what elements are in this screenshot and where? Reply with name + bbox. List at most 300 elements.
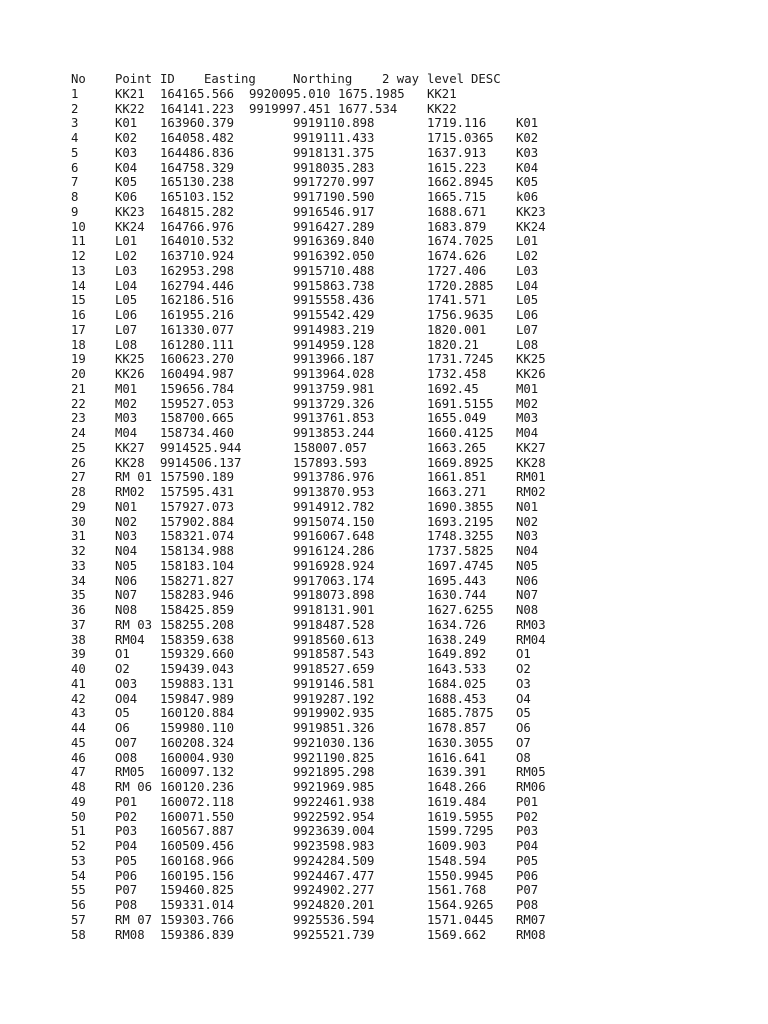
cell-level: 1564.9265: [427, 898, 494, 912]
cell-level: 1820.21: [427, 337, 479, 352]
cell-no: 45: [71, 735, 86, 750]
cell-northing: 9913966.187: [293, 352, 375, 367]
table-row: [0, 824, 768, 839]
cell-northing: 9920095.010: [249, 86, 331, 101]
table-row: [0, 352, 768, 367]
cell-easting: 158734.460: [160, 426, 235, 440]
cell-no: 43: [71, 706, 86, 721]
cell-northing: 9923639.004: [293, 824, 375, 839]
cell-desc: O3: [516, 676, 531, 691]
cell-no: 30: [71, 514, 86, 529]
header-desc: DESC: [471, 72, 501, 86]
cell-northing: 9921190.825: [293, 750, 375, 765]
cell-no: 37: [71, 617, 86, 632]
cell-no: 27: [71, 470, 86, 485]
cell-point-id: O5: [115, 706, 130, 721]
cell-desc: K03: [516, 145, 539, 160]
table-row: [0, 574, 768, 589]
cell-point-id: L08: [115, 337, 138, 352]
cell-point-id: RM08: [115, 927, 145, 942]
cell-level: 1678.857: [427, 721, 487, 735]
cell-desc: P05: [516, 853, 539, 868]
cell-point-id: K03: [115, 145, 138, 160]
cell-level: 1655.049: [427, 411, 487, 426]
cell-level: 1661.851: [427, 470, 487, 485]
cell-no: 53: [71, 853, 86, 868]
cell-no: 22: [71, 396, 86, 411]
cell-northing: 9919997.451: [249, 101, 331, 116]
cell-level: 1683.879: [427, 219, 487, 234]
table-row: [0, 161, 768, 176]
cell-level: 1685.7875: [427, 706, 494, 721]
cell-easting: 9914506.137: [160, 455, 242, 470]
cell-no: 57: [71, 912, 86, 927]
header-level: level: [427, 72, 465, 86]
cell-northing: 9914983.219: [293, 322, 375, 337]
cell-point-id: K06: [115, 190, 138, 204]
cell-level: 1720.2885: [427, 278, 494, 293]
cell-no: 33: [71, 558, 86, 573]
cell-level: 1675.1985: [338, 86, 405, 101]
cell-point-id: RM 01: [115, 470, 153, 485]
cell-point-id: N07: [115, 588, 138, 603]
cell-northing: 9916392.050: [293, 249, 375, 263]
cell-easting: 160097.132: [160, 765, 235, 780]
cell-level: 1615.223: [427, 160, 487, 175]
cell-point-id: K05: [115, 175, 138, 190]
table-row: [0, 544, 768, 559]
cell-level: 1550.9945: [427, 868, 494, 883]
cell-easting: 160623.270: [160, 352, 235, 367]
cell-northing: 9925521.739: [293, 927, 375, 942]
cell-point-id: KK21: [115, 86, 145, 101]
cell-desc: O8: [516, 750, 531, 765]
cell-point-id: P05: [115, 853, 138, 868]
cell-point-id: N08: [115, 603, 138, 617]
cell-point-id: L04: [115, 278, 138, 293]
cell-easting: 159460.825: [160, 883, 235, 898]
table-row: [0, 205, 768, 220]
cell-no: 14: [71, 278, 86, 293]
cell-northing: 9914959.128: [293, 337, 375, 352]
cell-no: 38: [71, 632, 86, 647]
cell-level: 1665.715: [427, 190, 487, 204]
table-row: [0, 397, 768, 412]
cell-point-id: N04: [115, 544, 138, 558]
table-row: [0, 441, 768, 456]
cell-no: 29: [71, 499, 86, 514]
cell-desc: KK25: [516, 352, 546, 367]
cell-point-id: O08: [115, 750, 138, 765]
cell-point-id: K04: [115, 160, 138, 175]
cell-point-id: RM04: [115, 632, 145, 647]
cell-no: 56: [71, 898, 86, 912]
cell-northing: 9915074.150: [293, 514, 375, 529]
cell-desc: KK27: [516, 440, 546, 455]
cell-desc: P01: [516, 794, 539, 809]
cell-desc: K05: [516, 175, 539, 190]
table-row: [0, 116, 768, 131]
table-row: [0, 131, 768, 146]
header-id: ID: [160, 72, 175, 86]
cell-desc: K02: [516, 131, 539, 145]
cell-point-id: O03: [115, 676, 138, 691]
cell-level: 1630.744: [427, 588, 487, 603]
cell-easting: 158134.988: [160, 544, 235, 558]
cell-northing: 9918527.659: [293, 662, 375, 676]
cell-desc: KK22: [427, 101, 457, 116]
cell-level: 1727.406: [427, 263, 487, 278]
cell-desc: N07: [516, 588, 539, 603]
cell-no: 10: [71, 219, 86, 234]
cell-no: 55: [71, 883, 86, 898]
cell-point-id: KK24: [115, 219, 145, 234]
cell-level: 1688.671: [427, 204, 487, 219]
cell-easting: 9914525.944: [160, 440, 242, 455]
table-row: [0, 175, 768, 190]
cell-desc: O2: [516, 662, 531, 676]
cell-level: 1561.768: [427, 883, 487, 898]
table-row: [0, 677, 768, 692]
cell-northing: 9918131.375: [293, 145, 375, 160]
cell-easting: 160004.930: [160, 750, 235, 765]
cell-easting: 163960.379: [160, 116, 235, 131]
table-row: [0, 898, 768, 913]
cell-northing: 9916546.917: [293, 204, 375, 219]
cell-desc: L05: [516, 293, 539, 308]
cell-easting: 158425.859: [160, 603, 235, 617]
cell-point-id: N03: [115, 529, 138, 544]
cell-easting: 164815.282: [160, 204, 235, 219]
cell-northing: 9919111.433: [293, 131, 375, 145]
cell-easting: 160208.324: [160, 735, 235, 750]
cell-northing: 9918131.901: [293, 603, 375, 617]
cell-desc: KK23: [516, 204, 546, 219]
cell-level: 1619.484: [427, 794, 487, 809]
cell-no: 2: [71, 101, 79, 116]
cell-level: 1748.3255: [427, 529, 494, 544]
cell-northing: 9913870.953: [293, 485, 375, 499]
cell-level: 1695.443: [427, 573, 487, 588]
cell-level: 1732.458: [427, 367, 487, 381]
cell-northing: 9919146.581: [293, 676, 375, 691]
cell-northing: 9914912.782: [293, 499, 375, 514]
table-row: [0, 338, 768, 353]
table-row: [0, 87, 768, 102]
cell-easting: 160071.550: [160, 809, 235, 824]
cell-easting: 159527.053: [160, 396, 235, 411]
cell-easting: 159439.043: [160, 662, 235, 676]
cell-point-id: K02: [115, 131, 138, 145]
cell-northing: 9916124.286: [293, 544, 375, 558]
cell-level: 1756.9635: [427, 308, 494, 322]
cell-desc: P03: [516, 824, 539, 839]
cell-easting: 159329.660: [160, 647, 235, 662]
cell-easting: 164010.532: [160, 234, 235, 249]
cell-no: 52: [71, 839, 86, 853]
cell-northing: 9917270.997: [293, 175, 375, 190]
cell-easting: 159331.014: [160, 898, 235, 912]
cell-point-id: KK27: [115, 440, 145, 455]
cell-easting: 160195.156: [160, 868, 235, 883]
cell-desc: KK21: [427, 86, 457, 101]
cell-no: 54: [71, 868, 86, 883]
cell-level: 1684.025: [427, 676, 487, 691]
header-easting: Easting: [204, 72, 256, 86]
table-row: [0, 662, 768, 677]
table-row: [0, 721, 768, 736]
cell-desc: N03: [516, 529, 539, 544]
table-row: [0, 854, 768, 869]
cell-easting: 165103.152: [160, 190, 235, 204]
table-row: [0, 470, 768, 485]
cell-no: 19: [71, 352, 86, 367]
cell-point-id: M02: [115, 396, 138, 411]
cell-easting: 164758.329: [160, 160, 235, 175]
cell-level: 1662.8945: [427, 175, 494, 190]
cell-easting: 159883.131: [160, 676, 235, 691]
table-row: [0, 706, 768, 721]
cell-level: 1638.249: [427, 632, 487, 647]
cell-easting: 164486.836: [160, 145, 235, 160]
cell-point-id: L06: [115, 308, 138, 322]
cell-desc: P04: [516, 839, 539, 853]
cell-desc: L04: [516, 278, 539, 293]
cell-point-id: P01: [115, 794, 138, 809]
cell-easting: 164766.976: [160, 219, 235, 234]
cell-desc: P02: [516, 809, 539, 824]
cell-level: 1609.903: [427, 839, 487, 853]
cell-desc: RM04: [516, 632, 546, 647]
cell-level: 1569.662: [427, 927, 487, 942]
table-row: [0, 102, 768, 117]
cell-desc: P08: [516, 898, 539, 912]
cell-desc: M01: [516, 381, 539, 396]
cell-point-id: KK22: [115, 101, 145, 116]
cell-level: 1820.001: [427, 322, 487, 337]
cell-no: 25: [71, 440, 86, 455]
cell-point-id: RM 07: [115, 912, 153, 927]
cell-point-id: P07: [115, 883, 138, 898]
cell-no: 20: [71, 367, 86, 381]
cell-desc: M03: [516, 411, 539, 426]
cell-desc: L01: [516, 234, 539, 249]
header-row: [0, 72, 768, 87]
cell-desc: N08: [516, 603, 539, 617]
cell-desc: L03: [516, 263, 539, 278]
cell-northing: 9913964.028: [293, 367, 375, 381]
cell-no: 24: [71, 426, 86, 440]
cell-easting: 160120.884: [160, 706, 235, 721]
table-row: [0, 190, 768, 205]
cell-level: 1643.533: [427, 662, 487, 676]
cell-level: 1548.594: [427, 853, 487, 868]
cell-no: 26: [71, 455, 86, 470]
cell-level: 1677.534: [338, 101, 398, 116]
cell-point-id: KK25: [115, 352, 145, 367]
table-row: [0, 839, 768, 854]
cell-easting: 160567.887: [160, 824, 235, 839]
cell-desc: L08: [516, 337, 539, 352]
cell-no: 9: [71, 204, 79, 219]
cell-point-id: P06: [115, 868, 138, 883]
cell-no: 42: [71, 691, 86, 706]
cell-desc: KK26: [516, 367, 546, 381]
table-row: [0, 293, 768, 308]
table-row: [0, 308, 768, 323]
table-row: [0, 618, 768, 633]
cell-easting: 160120.236: [160, 780, 235, 794]
cell-point-id: M03: [115, 411, 138, 426]
cell-desc: O5: [516, 706, 531, 721]
cell-no: 35: [71, 588, 86, 603]
cell-point-id: N01: [115, 499, 138, 514]
cell-desc: O1: [516, 647, 531, 662]
cell-northing: 9924820.201: [293, 898, 375, 912]
cell-desc: KK24: [516, 219, 546, 234]
cell-easting: 160072.118: [160, 794, 235, 809]
cell-easting: 164165.566: [160, 86, 235, 101]
cell-level: 1731.7245: [427, 352, 494, 367]
cell-no: 11: [71, 234, 86, 249]
table-row: [0, 603, 768, 618]
cell-easting: 158255.208: [160, 617, 235, 632]
table-row: [0, 633, 768, 648]
cell-level: 1648.266: [427, 780, 487, 794]
cell-northing: 9917063.174: [293, 573, 375, 588]
cell-northing: 9919110.898: [293, 116, 375, 131]
table-row: [0, 736, 768, 751]
cell-desc: M04: [516, 426, 539, 440]
cell-easting: 158271.827: [160, 573, 235, 588]
cell-no: 28: [71, 485, 86, 499]
table-row: [0, 559, 768, 574]
cell-easting: 159656.784: [160, 381, 235, 396]
cell-level: 1637.913: [427, 145, 487, 160]
cell-easting: 157590.189: [160, 470, 235, 485]
cell-easting: 161280.111: [160, 337, 235, 352]
cell-level: 1634.726: [427, 617, 487, 632]
cell-level: 1692.45: [427, 381, 479, 396]
table-row: [0, 279, 768, 294]
cell-northing: 9922461.938: [293, 794, 375, 809]
cell-easting: 157595.431: [160, 485, 235, 499]
cell-level: 1688.453: [427, 691, 487, 706]
cell-no: 40: [71, 662, 86, 676]
cell-northing: 9924467.477: [293, 868, 375, 883]
cell-northing: 9918035.283: [293, 160, 375, 175]
cell-desc: N04: [516, 544, 539, 558]
cell-northing: 9913853.244: [293, 426, 375, 440]
cell-easting: 158183.104: [160, 558, 235, 573]
cell-easting: 158283.946: [160, 588, 235, 603]
cell-point-id: K01: [115, 116, 138, 131]
cell-northing: 9924284.509: [293, 853, 375, 868]
cell-no: 41: [71, 676, 86, 691]
cell-level: 1674.7025: [427, 234, 494, 249]
cell-level: 1674.626: [427, 249, 487, 263]
cell-easting: 159980.110: [160, 721, 235, 735]
cell-northing: 9916928.924: [293, 558, 375, 573]
header-no: No: [71, 72, 86, 86]
table-row: [0, 765, 768, 780]
cell-no: 5: [71, 145, 79, 160]
cell-no: 58: [71, 927, 86, 942]
cell-desc: RM06: [516, 780, 546, 794]
cell-easting: 159303.766: [160, 912, 235, 927]
cell-desc: L07: [516, 322, 539, 337]
table-row: [0, 869, 768, 884]
table-row: [0, 146, 768, 161]
table-row: [0, 515, 768, 530]
cell-northing: 9921895.298: [293, 765, 375, 780]
table-row: [0, 647, 768, 662]
cell-point-id: O6: [115, 721, 130, 735]
cell-no: 23: [71, 411, 86, 426]
cell-no: 21: [71, 381, 86, 396]
cell-desc: KK28: [516, 455, 546, 470]
cell-level: 1663.271: [427, 485, 487, 499]
cell-northing: 9919287.192: [293, 691, 375, 706]
table-row: [0, 810, 768, 825]
cell-desc: K01: [516, 116, 539, 131]
table-row: [0, 751, 768, 766]
cell-northing: 9916369.840: [293, 234, 375, 249]
cell-desc: P06: [516, 868, 539, 883]
table-row: [0, 323, 768, 338]
header-two-way: 2 way: [382, 72, 420, 86]
table-row: [0, 913, 768, 928]
table-row: [0, 411, 768, 426]
cell-easting: 162794.446: [160, 278, 235, 293]
cell-desc: RM07: [516, 912, 546, 927]
cell-point-id: M01: [115, 381, 138, 396]
cell-desc: L06: [516, 308, 539, 322]
cell-no: 46: [71, 750, 86, 765]
cell-easting: 158321.074: [160, 529, 235, 544]
cell-point-id: KK23: [115, 204, 145, 219]
table-row: [0, 485, 768, 500]
cell-northing: 9913759.981: [293, 381, 375, 396]
cell-northing: 9919902.935: [293, 706, 375, 721]
table-row: [0, 780, 768, 795]
cell-point-id: P02: [115, 809, 138, 824]
cell-northing: 9916427.289: [293, 219, 375, 234]
cell-desc: RM01: [516, 470, 546, 485]
header-northing: Northing: [293, 72, 353, 86]
cell-point-id: RM05: [115, 765, 145, 780]
cell-no: 18: [71, 337, 86, 352]
cell-easting: 161330.077: [160, 322, 235, 337]
cell-level: 1690.3855: [427, 499, 494, 514]
cell-easting: 157902.884: [160, 514, 235, 529]
cell-no: 48: [71, 780, 86, 794]
cell-no: 51: [71, 824, 86, 839]
cell-point-id: RM 03: [115, 617, 153, 632]
cell-level: 1599.7295: [427, 824, 494, 839]
cell-no: 50: [71, 809, 86, 824]
cell-no: 17: [71, 322, 86, 337]
cell-northing: 9913729.326: [293, 396, 375, 411]
cell-point-id: O1: [115, 647, 130, 662]
cell-northing: 9917190.590: [293, 190, 375, 204]
cell-point-id: L05: [115, 293, 138, 308]
cell-no: 6: [71, 160, 79, 175]
cell-level: 1737.5825: [427, 544, 494, 558]
cell-level: 1691.5155: [427, 396, 494, 411]
cell-northing: 9915710.488: [293, 263, 375, 278]
cell-point-id: O04: [115, 691, 138, 706]
